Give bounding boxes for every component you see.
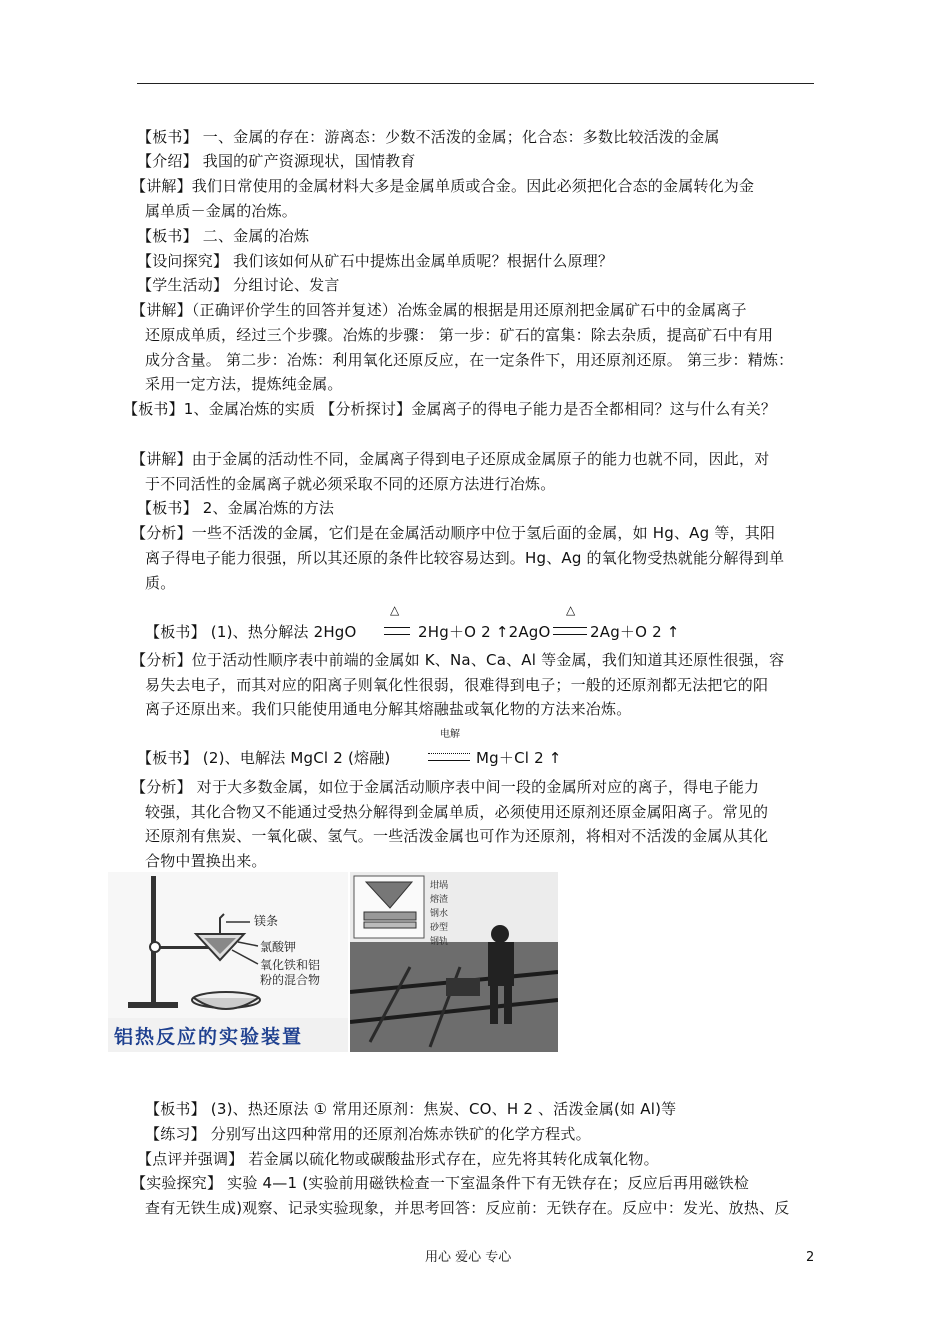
equation-electrolysis-suffix: Mg＋Cl 2 ↑ <box>476 749 562 767</box>
text-line: 【设问探究】 我们该如何从矿石中提炼出金属单质呢？根据什么原理？ <box>137 252 614 270</box>
text-line: 质。 <box>145 574 176 592</box>
figure-label: 钢轨 <box>430 937 449 947</box>
figure-label: 钢水 <box>430 909 449 919</box>
text-line: 【实验探究】 实验 4—1 (实验前用磁铁检查一下室温条件下有无铁存在；反应后再用磁铁检 <box>131 1174 750 1192</box>
figure-label: 坩埚 <box>430 881 449 891</box>
text-line: 较强，其化合物又不能通过受热分解得到金属单质，必须使用还原剂还原金属阳离子。常见的 <box>145 803 769 821</box>
figure-label: 熔渣 <box>430 895 449 905</box>
equation-electrolysis-prefix: 【板书】 (2)、电解法 MgCl 2 (熔融) <box>137 749 391 767</box>
text-line: 【板书】1、金属冶炼的实质 【分析探讨】金属离子的得电子能力是否全都相同？这与什么有关？ <box>123 400 777 418</box>
figure-caption: 铝热反应的实验装置 <box>114 1026 304 1048</box>
rail-welding-drawing <box>350 872 558 1052</box>
figure-label: 氧化铁和铝 <box>260 958 321 972</box>
figure-label: 氯酸钾 <box>260 940 297 954</box>
heat-triangle-mark: △ <box>390 603 400 617</box>
equation-double-bar <box>428 753 470 761</box>
text-line: 【讲解】我们日常使用的金属材料大多是金属单质或合金。因此必须把化合态的金属转化为金 <box>131 177 755 195</box>
figure-label: 粉的混合物 <box>260 973 321 987</box>
electrolysis-mark: 电解 <box>440 729 460 740</box>
text-line: 采用一定方法，提炼纯金属。 <box>145 375 343 393</box>
thermite-apparatus-figure <box>108 872 348 1052</box>
text-line: 【分析】 对于大多数金属，如位于金属活动顺序表中间一段的金属所对应的离子，得电子能力 <box>131 778 760 796</box>
text-line: 离子得电子能力很强，所以其还原的条件比较容易达到。Hg、Ag 的氧化物受热就能分解得到单 <box>145 549 785 567</box>
text-line: 【分析】位于活动性顺序表中前端的金属如 K、Na、Ca、Al 等金属，我们知道其还原性很强，容 <box>131 651 785 669</box>
equation-thermal-decomposition-suffix: 2Ag＋O 2 ↑ <box>590 623 680 641</box>
text-line: 易失去电子，而其对应的阳离子则氧化性很弱，很难得到电子；一般的还原剂都无法把它的阳 <box>145 676 769 694</box>
text-line: 【板书】 二、金属的冶炼 <box>137 227 310 245</box>
text-line: 【板书】 (3)、热还原法 ① 常用还原剂：焦炭、CO、H 2 、活泼金属(如 Al)等 <box>145 1100 677 1118</box>
text-line: 【介绍】 我国的矿产资源现状，国情教育 <box>137 152 416 170</box>
text-line: 【板书】 2、金属冶炼的方法 <box>137 499 335 517</box>
rail-welding-photo <box>350 872 558 1052</box>
page-footer: 用心 爱心 专心 <box>425 1250 512 1265</box>
text-line: 离子还原出来。我们只能使用通电分解其熔融盐或氧化物的方法来冶炼。 <box>145 700 632 718</box>
page-number: 2 <box>806 1250 815 1265</box>
figure-label: 镁条 <box>254 914 279 928</box>
equation-double-bar <box>384 627 410 635</box>
text-line: 【练习】 分别写出这四种常用的还原剂冶炼赤铁矿的化学方程式。 <box>145 1125 591 1143</box>
figure-label: 砂型 <box>430 923 449 933</box>
text-line: 查有无铁生成)观察、记录实验现象，并思考回答：反应前：无铁存在。反应中：发光、放热、反 <box>145 1199 790 1217</box>
text-line: 【讲解】由于金属的活动性不同，金属离子得到电子还原成金属原子的能力也就不同，因此，对 <box>131 450 770 468</box>
equation-thermal-decomposition-mid: 2Hg＋O 2 ↑2AgO <box>418 623 551 641</box>
text-line: 属单质－金属的冶炼。 <box>145 202 298 220</box>
header-rule <box>137 83 814 84</box>
text-line: 还原成单质，经过三个步骤。冶炼的步骤： 第一步：矿石的富集：除去杂质，提高矿石中有用 <box>145 326 774 344</box>
text-line: 【讲解】（正确评价学生的回答并复述）冶炼金属的根据是用还原剂把金属矿石中的金属离子 <box>131 301 747 319</box>
text-line: 合物中置换出来。 <box>145 852 267 870</box>
text-line: 【板书】 一、金属的存在：游离态：少数不活泼的金属；化合态：多数比较活泼的金属 <box>137 128 720 146</box>
equation-thermal-decomposition-prefix: 【板书】 (1)、热分解法 2HgO <box>145 623 357 641</box>
text-line: 【点评并强调】 若金属以硫化物或碳酸盐形式存在，应先将其转化成氧化物。 <box>137 1150 659 1168</box>
equation-double-bar <box>553 627 587 635</box>
text-line: 成分含量。 第二步：冶炼：利用氧化还原反应，在一定条件下，用还原剂还原。 第三步：精炼： <box>145 351 794 369</box>
text-line: 还原剂有焦炭、一氧化碳、氢气。一些活泼金属也可作为还原剂，将相对不活泼的金属从其化 <box>145 827 769 845</box>
text-line: 【分析】一些不活泼的金属，它们是在金属活动顺序中位于氢后面的金属，如 Hg、Ag 等，其阳 <box>131 524 776 542</box>
text-line: 于不同活性的金属离子就必须采取不同的还原方法进行冶炼。 <box>145 475 556 493</box>
text-line: 【学生活动】 分组讨论、发言 <box>137 276 340 294</box>
heat-triangle-mark: △ <box>566 603 576 617</box>
